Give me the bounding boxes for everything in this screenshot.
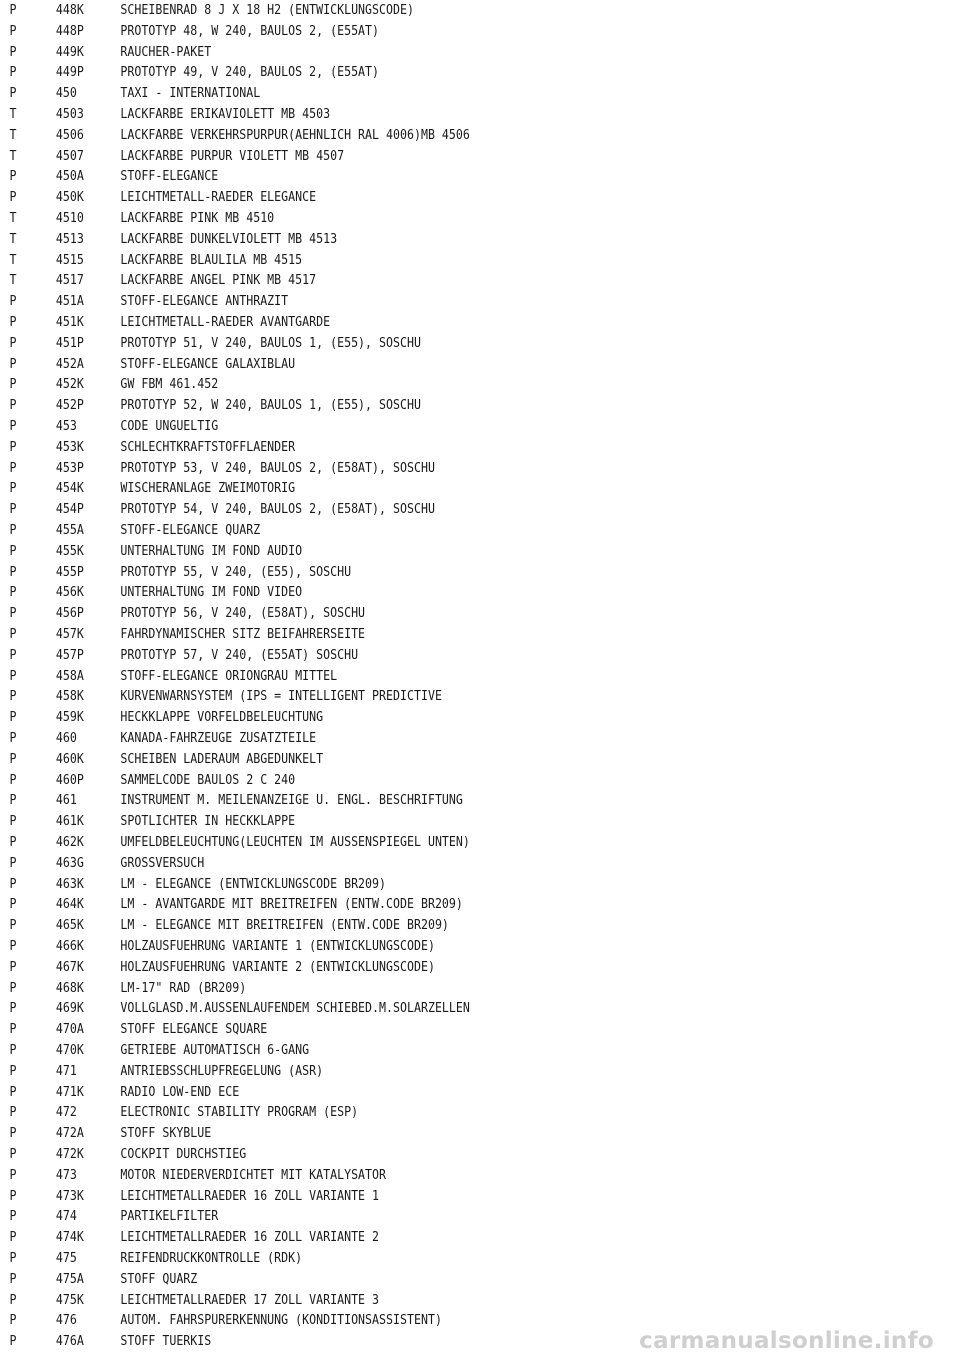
row-description: ANTRIEBSSCHLUPFREGELUNG (ASR) xyxy=(120,1062,324,1079)
row-description: LM - AVANTGARDE MIT BREITREIFEN (ENTW.CODE BR209) xyxy=(120,896,463,913)
row-description: COCKPIT DURCHSTIEG xyxy=(120,1146,247,1162)
row-code: 451K xyxy=(55,314,84,330)
row-code: 453K xyxy=(55,438,84,455)
row-description: SCHEIBENRAD 8 J X 18 H2 (ENTWICKLUNGSCODE) xyxy=(120,2,414,18)
row-description: LACKFARBE ANGEL PINK MB 4517 xyxy=(120,272,317,289)
table-row xyxy=(0,416,826,436)
row-description: HOLZAUSFUEHRUNG VARIANTE 1 (ENTWICKLUNGSCODE) xyxy=(120,938,435,954)
row-type: T xyxy=(9,272,17,289)
row-description: STOFF-ELEGANCE xyxy=(120,168,219,185)
table-row xyxy=(0,21,826,41)
row-type: P xyxy=(9,522,17,538)
row-type: P xyxy=(9,355,17,372)
table-row xyxy=(0,104,826,124)
row-code: 462K xyxy=(55,834,84,850)
row-code: 474K xyxy=(55,1229,84,1246)
row-code: 452A xyxy=(55,355,84,372)
row-type: P xyxy=(9,1312,17,1329)
row-code: 449K xyxy=(55,43,84,60)
row-code: 472K xyxy=(55,1146,84,1162)
table-row xyxy=(0,562,826,582)
table-row xyxy=(0,395,826,415)
table-row xyxy=(0,645,826,665)
row-description: INSTRUMENT M. MEILENANZEIGE U. ENGL. BESCHRIFTUNG xyxy=(120,792,463,809)
row-code: 473 xyxy=(55,1166,77,1183)
row-type: P xyxy=(9,854,17,871)
row-type: P xyxy=(9,1208,17,1225)
row-code: 459K xyxy=(55,709,84,726)
row-type: P xyxy=(9,563,17,580)
row-description: CODE UNGUELTIG xyxy=(120,418,219,434)
row-description: PROTOTYP 55, V 240, (E55), SOSCHU xyxy=(120,563,352,580)
row-code: 451A xyxy=(55,293,84,310)
row-code: 468K xyxy=(55,979,84,996)
row-description: SCHLECHTKRAFTSTOFFLAENDER xyxy=(120,438,296,455)
row-code: 466K xyxy=(55,938,84,954)
row-description: PROTOTYP 54, V 240, BAULOS 2, (E58AT), SOSCHU xyxy=(120,501,435,518)
row-type: P xyxy=(9,314,17,330)
row-code: 455K xyxy=(55,542,84,559)
table-row xyxy=(0,874,826,894)
row-description: HOLZAUSFUEHRUNG VARIANTE 2 (ENTWICKLUNGSCODE) xyxy=(120,958,435,975)
row-description: LACKFARBE VERKEHRSPURPUR(AEHNLICH RAL 4006)MB 4506 xyxy=(120,126,470,143)
row-type: T xyxy=(9,147,17,164)
row-type: P xyxy=(9,730,17,746)
row-type: P xyxy=(9,293,17,310)
row-code: 467K xyxy=(55,958,84,975)
row-code: 461 xyxy=(55,792,77,809)
table-row xyxy=(0,1165,826,1185)
row-code: 456P xyxy=(55,605,84,622)
row-code: 450K xyxy=(55,189,84,206)
row-description: STOFF TUERKIS xyxy=(120,1333,212,1350)
row-type: P xyxy=(9,1166,17,1183)
row-code: 451P xyxy=(55,334,84,351)
row-type: P xyxy=(9,189,17,206)
row-description: GROSSVERSUCH xyxy=(120,854,205,871)
row-type: P xyxy=(9,22,17,39)
row-type: P xyxy=(9,2,17,18)
row-code: 457P xyxy=(55,646,84,663)
row-code: 457K xyxy=(55,626,84,642)
row-type: P xyxy=(9,1042,17,1058)
row-description: LACKFARBE ERIKAVIOLETT MB 4503 xyxy=(120,106,331,122)
table-row xyxy=(0,354,826,374)
table-row xyxy=(0,915,826,935)
row-description: STOFF-ELEGANCE ORIONGRAU MITTEL xyxy=(120,667,338,684)
row-code: 455P xyxy=(55,563,84,580)
row-code: 450A xyxy=(55,168,84,185)
table-row xyxy=(0,770,826,790)
row-code: 4515 xyxy=(55,251,84,268)
table-row xyxy=(0,166,826,186)
table-row xyxy=(0,125,826,145)
row-description: PROTOTYP 56, V 240, (E58AT), SOSCHU xyxy=(120,605,366,622)
table-row xyxy=(0,582,826,602)
row-description: RAUCHER-PAKET xyxy=(120,43,212,60)
row-description: VOLLGLASD.M.AUSSENLAUFENDEM SCHIEBED.M.SOLARZELLEN xyxy=(120,1000,470,1017)
table-row xyxy=(0,458,826,478)
row-description: SAMMELCODE BAULOS 2 C 240 xyxy=(120,771,296,788)
table-row xyxy=(0,1061,826,1081)
table-row xyxy=(0,957,826,977)
row-type: P xyxy=(9,1125,17,1142)
row-type: P xyxy=(9,1229,17,1246)
row-type: P xyxy=(9,605,17,622)
row-code: 460K xyxy=(55,750,84,767)
row-description: LACKFARBE PURPUR VIOLETT MB 4507 xyxy=(120,147,345,164)
row-type: P xyxy=(9,834,17,850)
row-type: P xyxy=(9,1021,17,1038)
row-code: 461K xyxy=(55,813,84,830)
table-row xyxy=(0,978,826,998)
row-type: P xyxy=(9,979,17,996)
row-description: PROTOTYP 51, V 240, BAULOS 1, (E55), SOSCHU xyxy=(120,334,421,351)
row-code: 4510 xyxy=(55,210,84,226)
row-code: 4506 xyxy=(55,126,84,143)
row-description: STOFF-ELEGANCE ANTHRAZIT xyxy=(120,293,289,310)
row-description: PARTIKELFILTER xyxy=(120,1208,219,1225)
watermark-logo: carmanualsonline.info xyxy=(639,1328,934,1354)
row-description: SCHEIBEN LADERAUM ABGEDUNKELT xyxy=(120,750,324,767)
row-description: GETRIEBE AUTOMATISCH 6-GANG xyxy=(120,1042,310,1058)
table-row xyxy=(0,1082,826,1102)
row-description: LEICHTMETALL-RAEDER ELEGANCE xyxy=(120,189,317,206)
row-code: 460 xyxy=(55,730,77,746)
row-type: P xyxy=(9,1250,17,1266)
row-code: 463G xyxy=(55,854,84,871)
row-description: AUTOM. FAHRSPURERKENNUNG (KONDITIONSASSISTENT) xyxy=(120,1312,442,1329)
row-type: P xyxy=(9,501,17,518)
table-row xyxy=(0,853,826,873)
table-row xyxy=(0,374,826,394)
table-row xyxy=(0,790,826,810)
row-description: FAHRDYNAMISCHER SITZ BEIFAHRERSEITE xyxy=(120,626,366,642)
row-code: 448K xyxy=(55,2,84,18)
row-type: P xyxy=(9,792,17,809)
row-description: KURVENWARNSYSTEM (IPS = INTELLIGENT PREDICTIVE xyxy=(120,688,442,705)
row-type: P xyxy=(9,1083,17,1100)
row-code: 453P xyxy=(55,459,84,476)
table-row xyxy=(0,333,826,353)
row-type: P xyxy=(9,1104,17,1121)
table-row xyxy=(0,1227,826,1247)
row-description: STOFF ELEGANCE SQUARE xyxy=(120,1021,268,1038)
row-type: P xyxy=(9,917,17,934)
table-row xyxy=(0,666,826,686)
table-row xyxy=(0,0,826,20)
row-description: LEICHTMETALLRAEDER 17 ZOLL VARIANTE 3 xyxy=(120,1291,380,1308)
table-row xyxy=(0,1102,826,1122)
row-code: 449P xyxy=(55,64,84,81)
row-code: 454P xyxy=(55,501,84,518)
row-code: 458A xyxy=(55,667,84,684)
row-type: P xyxy=(9,542,17,559)
row-code: 475K xyxy=(55,1291,84,1308)
table-row xyxy=(0,1123,826,1143)
row-code: 458K xyxy=(55,688,84,705)
row-code: 463K xyxy=(55,875,84,892)
row-description: PROTOTYP 49, V 240, BAULOS 2, (E55AT) xyxy=(120,64,380,81)
row-code: 476 xyxy=(55,1312,77,1329)
row-code: 460P xyxy=(55,771,84,788)
row-description: MOTOR NIEDERVERDICHTET MIT KATALYSATOR xyxy=(120,1166,387,1183)
row-type: P xyxy=(9,667,17,684)
row-code: 475A xyxy=(55,1270,84,1287)
row-code: 472A xyxy=(55,1125,84,1142)
table-row xyxy=(0,686,826,706)
row-type: P xyxy=(9,334,17,351)
table-row xyxy=(0,1248,826,1268)
row-type: P xyxy=(9,85,17,102)
row-code: 464K xyxy=(55,896,84,913)
table-row xyxy=(0,270,826,290)
table-row xyxy=(0,42,826,62)
row-description: PROTOTYP 53, V 240, BAULOS 2, (E58AT), SOSCHU xyxy=(120,459,435,476)
row-type: P xyxy=(9,584,17,601)
table-row xyxy=(0,832,826,852)
row-code: 476A xyxy=(55,1333,84,1350)
row-type: P xyxy=(9,397,17,414)
row-code: 474 xyxy=(55,1208,77,1225)
table-row xyxy=(0,811,826,831)
table-row xyxy=(0,62,826,82)
row-description: STOFF SKYBLUE xyxy=(120,1125,212,1142)
row-code: 455A xyxy=(55,522,84,538)
row-description: UMFELDBELEUCHTUNG(LEUCHTEN IM AUSSENSPIEGEL UNTEN) xyxy=(120,834,470,850)
row-code: 473K xyxy=(55,1187,84,1204)
row-code: 4507 xyxy=(55,147,84,164)
row-type: P xyxy=(9,480,17,497)
row-type: P xyxy=(9,376,17,393)
row-description: LEICHTMETALLRAEDER 16 ZOLL VARIANTE 1 xyxy=(120,1187,380,1204)
table-row xyxy=(0,728,826,748)
row-type: P xyxy=(9,1270,17,1287)
table-row xyxy=(0,1040,826,1060)
row-type: P xyxy=(9,709,17,726)
row-type: P xyxy=(9,750,17,767)
table-row xyxy=(0,1186,826,1206)
row-type: P xyxy=(9,626,17,642)
row-type: T xyxy=(9,230,17,247)
row-code: 452P xyxy=(55,397,84,414)
table-row xyxy=(0,146,826,166)
table-row xyxy=(0,187,826,207)
row-code: 471 xyxy=(55,1062,77,1079)
row-type: P xyxy=(9,1062,17,1079)
row-code: 4513 xyxy=(55,230,84,247)
table-row xyxy=(0,229,826,249)
row-description: LEICHTMETALLRAEDER 16 ZOLL VARIANTE 2 xyxy=(120,1229,380,1246)
table-row xyxy=(0,1290,826,1310)
row-code: 470K xyxy=(55,1042,84,1058)
row-type: P xyxy=(9,1291,17,1308)
row-type: T xyxy=(9,126,17,143)
row-description: LM - ELEGANCE (ENTWICKLUNGSCODE BR209) xyxy=(120,875,387,892)
row-description: LACKFARBE BLAULILA MB 4515 xyxy=(120,251,303,268)
row-code: 448P xyxy=(55,22,84,39)
row-type: P xyxy=(9,1000,17,1017)
row-description: STOFF-ELEGANCE GALAXIBLAU xyxy=(120,355,296,372)
table-row xyxy=(0,1019,826,1039)
row-type: P xyxy=(9,771,17,788)
table-row xyxy=(0,437,826,457)
row-type: P xyxy=(9,875,17,892)
table-row xyxy=(0,624,826,644)
row-type: T xyxy=(9,106,17,122)
table-row xyxy=(0,1269,826,1289)
row-description: ELECTRONIC STABILITY PROGRAM (ESP) xyxy=(120,1104,359,1121)
row-code: 470A xyxy=(55,1021,84,1038)
row-description: PROTOTYP 57, V 240, (E55AT) SOSCHU xyxy=(120,646,359,663)
row-type: P xyxy=(9,418,17,434)
row-code: 452K xyxy=(55,376,84,393)
row-description: PROTOTYP 52, W 240, BAULOS 1, (E55), SOSCHU xyxy=(120,397,421,414)
table-row xyxy=(0,894,826,914)
table-row xyxy=(0,749,826,769)
row-description: UNTERHALTUNG IM FOND VIDEO xyxy=(120,584,303,601)
row-type: P xyxy=(9,64,17,81)
row-description: LACKFARBE PINK MB 4510 xyxy=(120,210,275,226)
row-type: P xyxy=(9,813,17,830)
row-code: 453 xyxy=(55,418,77,434)
row-description: GW FBM 461.452 xyxy=(120,376,219,393)
row-code: 475 xyxy=(55,1250,77,1266)
row-code: 454K xyxy=(55,480,84,497)
table-row xyxy=(0,208,826,228)
row-type: P xyxy=(9,438,17,455)
table-row xyxy=(0,603,826,623)
table-row xyxy=(0,998,826,1018)
row-description: LEICHTMETALL-RAEDER AVANTGARDE xyxy=(120,314,331,330)
row-description: LACKFARBE DUNKELVIOLETT MB 4513 xyxy=(120,230,338,247)
table-row xyxy=(0,478,826,498)
row-type: P xyxy=(9,688,17,705)
table-row xyxy=(0,1144,826,1164)
table-row xyxy=(0,541,826,561)
row-type: P xyxy=(9,1146,17,1162)
row-type: P xyxy=(9,43,17,60)
row-code: 4517 xyxy=(55,272,84,289)
row-code: 469K xyxy=(55,1000,84,1017)
row-description: RADIO LOW-END ECE xyxy=(120,1083,240,1100)
row-description: WISCHERANLAGE ZWEIMOTORIG xyxy=(120,480,296,497)
row-description: KANADA-FAHRZEUGE ZUSATZTEILE xyxy=(120,730,317,746)
row-code: 456K xyxy=(55,584,84,601)
table-row xyxy=(0,499,826,519)
row-type: P xyxy=(9,646,17,663)
row-description: LM - ELEGANCE MIT BREITREIFEN (ENTW.CODE BR209) xyxy=(120,917,449,934)
row-description: HECKKLAPPE VORFELDBELEUCHTUNG xyxy=(120,709,324,726)
table-row xyxy=(0,83,826,103)
row-type: P xyxy=(9,958,17,975)
row-type: P xyxy=(9,459,17,476)
row-type: P xyxy=(9,1333,17,1350)
table-row xyxy=(0,312,826,332)
row-description: LM-17" RAD (BR209) xyxy=(120,979,247,996)
row-code: 472 xyxy=(55,1104,77,1121)
row-description: UNTERHALTUNG IM FOND AUDIO xyxy=(120,542,303,559)
row-type: P xyxy=(9,168,17,185)
table-row xyxy=(0,291,826,311)
row-description: STOFF-ELEGANCE QUARZ xyxy=(120,522,261,538)
table-row xyxy=(0,936,826,956)
row-description: SPOTLICHTER IN HECKKLAPPE xyxy=(120,813,296,830)
row-description: STOFF QUARZ xyxy=(120,1270,198,1287)
row-code: 465K xyxy=(55,917,84,934)
row-type: T xyxy=(9,251,17,268)
row-type: P xyxy=(9,896,17,913)
row-type: T xyxy=(9,210,17,226)
row-code: 471K xyxy=(55,1083,84,1100)
table-row xyxy=(0,520,826,540)
row-description: TAXI - INTERNATIONAL xyxy=(120,85,261,102)
table-row xyxy=(0,250,826,270)
row-description: REIFENDRUCKKONTROLLE (RDK) xyxy=(120,1250,303,1266)
row-code: 4503 xyxy=(55,106,84,122)
row-type: P xyxy=(9,938,17,954)
row-type: P xyxy=(9,1187,17,1204)
row-description: PROTOTYP 48, W 240, BAULOS 2, (E55AT) xyxy=(120,22,380,39)
table-row xyxy=(0,1206,826,1226)
table-row xyxy=(0,707,826,727)
row-code: 450 xyxy=(55,85,77,102)
